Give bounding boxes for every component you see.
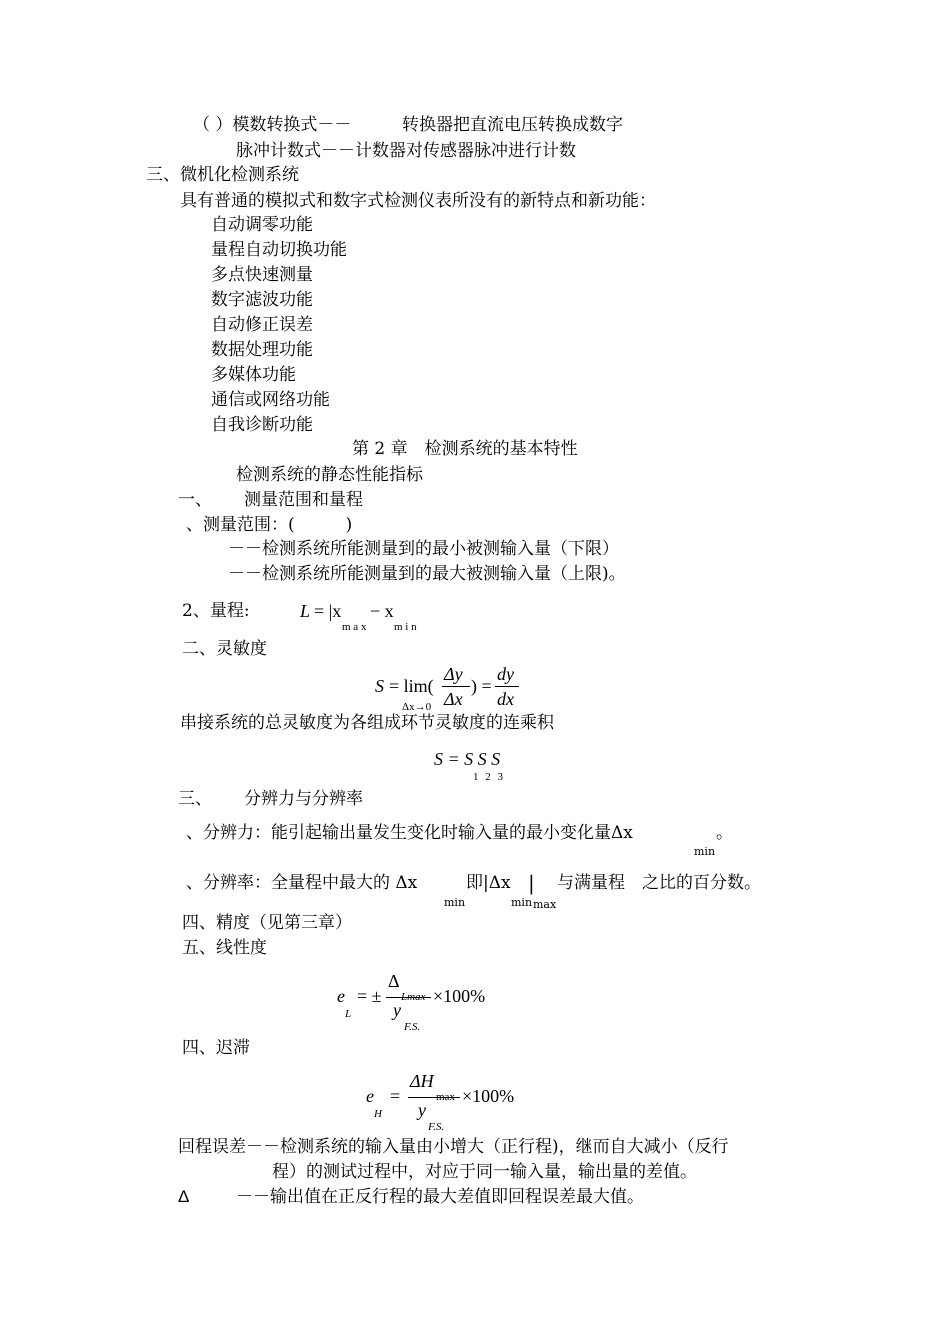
lin-sub-L: L — [345, 1008, 352, 1020]
abs-bar: | — [528, 871, 535, 895]
hys-frac-bar — [408, 1097, 460, 1098]
section-1-number: 一、 — [178, 490, 212, 510]
feature-item: 自动修正误差 — [211, 315, 313, 335]
feature-item: 通信或网络功能 — [211, 390, 330, 410]
feature-item: 多媒体功能 — [211, 365, 296, 385]
linearity-heading: 五、线性度 — [182, 938, 267, 958]
feature-item: 数字滤波功能 — [211, 290, 313, 310]
section-3b-number: 三、 — [178, 789, 212, 809]
series-S: S = S S S — [434, 749, 501, 769]
resolution-force-def: 、分辨力：能引起输出量发生变化时输入量的最小变化量Δx — [186, 823, 633, 843]
series-subs: 1 2 3 — [473, 771, 505, 783]
feature-item: 数据处理功能 — [211, 340, 313, 360]
resolution-force-end: 。 — [716, 823, 733, 843]
feature-item: 自动调零功能 — [211, 215, 313, 235]
pulse-count-line: 脉冲计数式－－计数器对传感器脉冲进行计数 — [236, 141, 576, 161]
span-sub-min: m i n — [394, 621, 417, 633]
sens-den2: dx — [497, 689, 514, 709]
sens-frac-bar2 — [495, 686, 519, 687]
hys-eq: = — [390, 1086, 401, 1106]
resolution-title: 分辨力与分辨率 — [244, 789, 363, 809]
sens-S: S — [375, 676, 384, 696]
lin-frac-bar — [386, 997, 431, 998]
resolution-rate-def: 、分辨率：全量程中最大的 Δx — [186, 873, 418, 893]
resolution-rate-sub3: max — [533, 898, 557, 911]
series-sensitivity-text: 串接系统的总灵敏度为各组成环节灵敏度的连乘积 — [180, 713, 554, 733]
hys-den: y — [418, 1100, 426, 1120]
resolution-rate-end: 与满量程 之比的百分数。 — [557, 873, 761, 893]
hysteresis-heading: 四、迟滞 — [182, 1038, 250, 1058]
resolution-rate-sub2: min — [511, 896, 533, 909]
section-1-title: 测量范围和量程 — [244, 490, 363, 510]
hys-mult: ×100% — [462, 1086, 515, 1106]
hysteresis-def-line1: 回程误差－－检测系统的输入量由小增大（正行程)，继而自大减小（反行 — [178, 1137, 729, 1157]
static-indicators-title: 检测系统的静态性能指标 — [236, 465, 423, 485]
hys-num: ΔH — [410, 1071, 434, 1091]
span-eq: = |x — [314, 601, 342, 621]
sens-den: Δx — [444, 689, 463, 709]
range-lower-def: －－检测系统所能测量到的最小被测输入量（下限） — [228, 539, 619, 559]
section-3-heading: 三、微机化检测系统 — [146, 165, 299, 185]
hys-den-sub: F.S. — [428, 1121, 445, 1133]
span-L: L — [300, 601, 311, 621]
ad-conversion-desc: 转换器把直流电压转换成数字 — [402, 115, 623, 135]
lin-num-sub: Lmax — [401, 991, 426, 1003]
features-intro: 具有普通的模拟式和数字式检测仪表所没有的新特点和新功能： — [180, 191, 656, 211]
sens-num2: dy — [497, 664, 514, 684]
delta-symbol: Δ — [178, 1187, 190, 1206]
range-label: 、测量范围：( ) — [186, 515, 353, 535]
span-label: 2、量程: — [182, 601, 250, 621]
lin-mult: ×100% — [433, 986, 486, 1006]
sensitivity-heading: 二、灵敏度 — [182, 639, 267, 659]
hys-sub-H: H — [374, 1108, 382, 1120]
lin-den: y — [393, 1000, 401, 1020]
sens-eq: = lim( — [389, 676, 434, 696]
sens-num: Δy — [444, 664, 463, 684]
lin-e: e — [337, 986, 345, 1006]
feature-item: 量程自动切换功能 — [211, 240, 347, 260]
feature-item: 多点快速测量 — [211, 265, 313, 285]
resolution-force-sub: min — [694, 845, 716, 858]
delta-definition: －－输出值在正反行程的最大差值即回程误差最大值。 — [236, 1187, 644, 1207]
span-sub-max: m a x — [342, 621, 367, 633]
lin-den-sub: F.S. — [404, 1021, 421, 1033]
resolution-rate-sub1: min — [444, 896, 466, 909]
ad-conversion-label: （ ）模数转换式－－ — [193, 115, 352, 135]
sens-lim-sub: Δx→0 — [402, 701, 432, 713]
span-minus: − x — [370, 601, 394, 621]
sens-frac-bar — [442, 686, 470, 687]
hys-e: e — [366, 1086, 374, 1106]
lin-eq: = ± — [357, 986, 382, 1006]
hysteresis-def-line2: 程）的测试过程中，对应于同一输入量，输出量的差值。 — [272, 1162, 697, 1182]
chapter-title: 第 2 章 检测系统的基本特性 — [352, 439, 578, 459]
feature-item: 自我诊断功能 — [211, 415, 313, 435]
sens-close: ) = — [471, 676, 492, 696]
accuracy-heading: 四、精度（见第三章） — [182, 913, 352, 933]
lin-num: Δ — [388, 971, 400, 991]
range-upper-def: －－检测系统所能测量到的最大被测输入量（上限)。 — [228, 564, 626, 584]
resolution-rate-abs: 即|Δx — [466, 873, 511, 893]
hys-num-sub: max — [436, 1091, 455, 1103]
